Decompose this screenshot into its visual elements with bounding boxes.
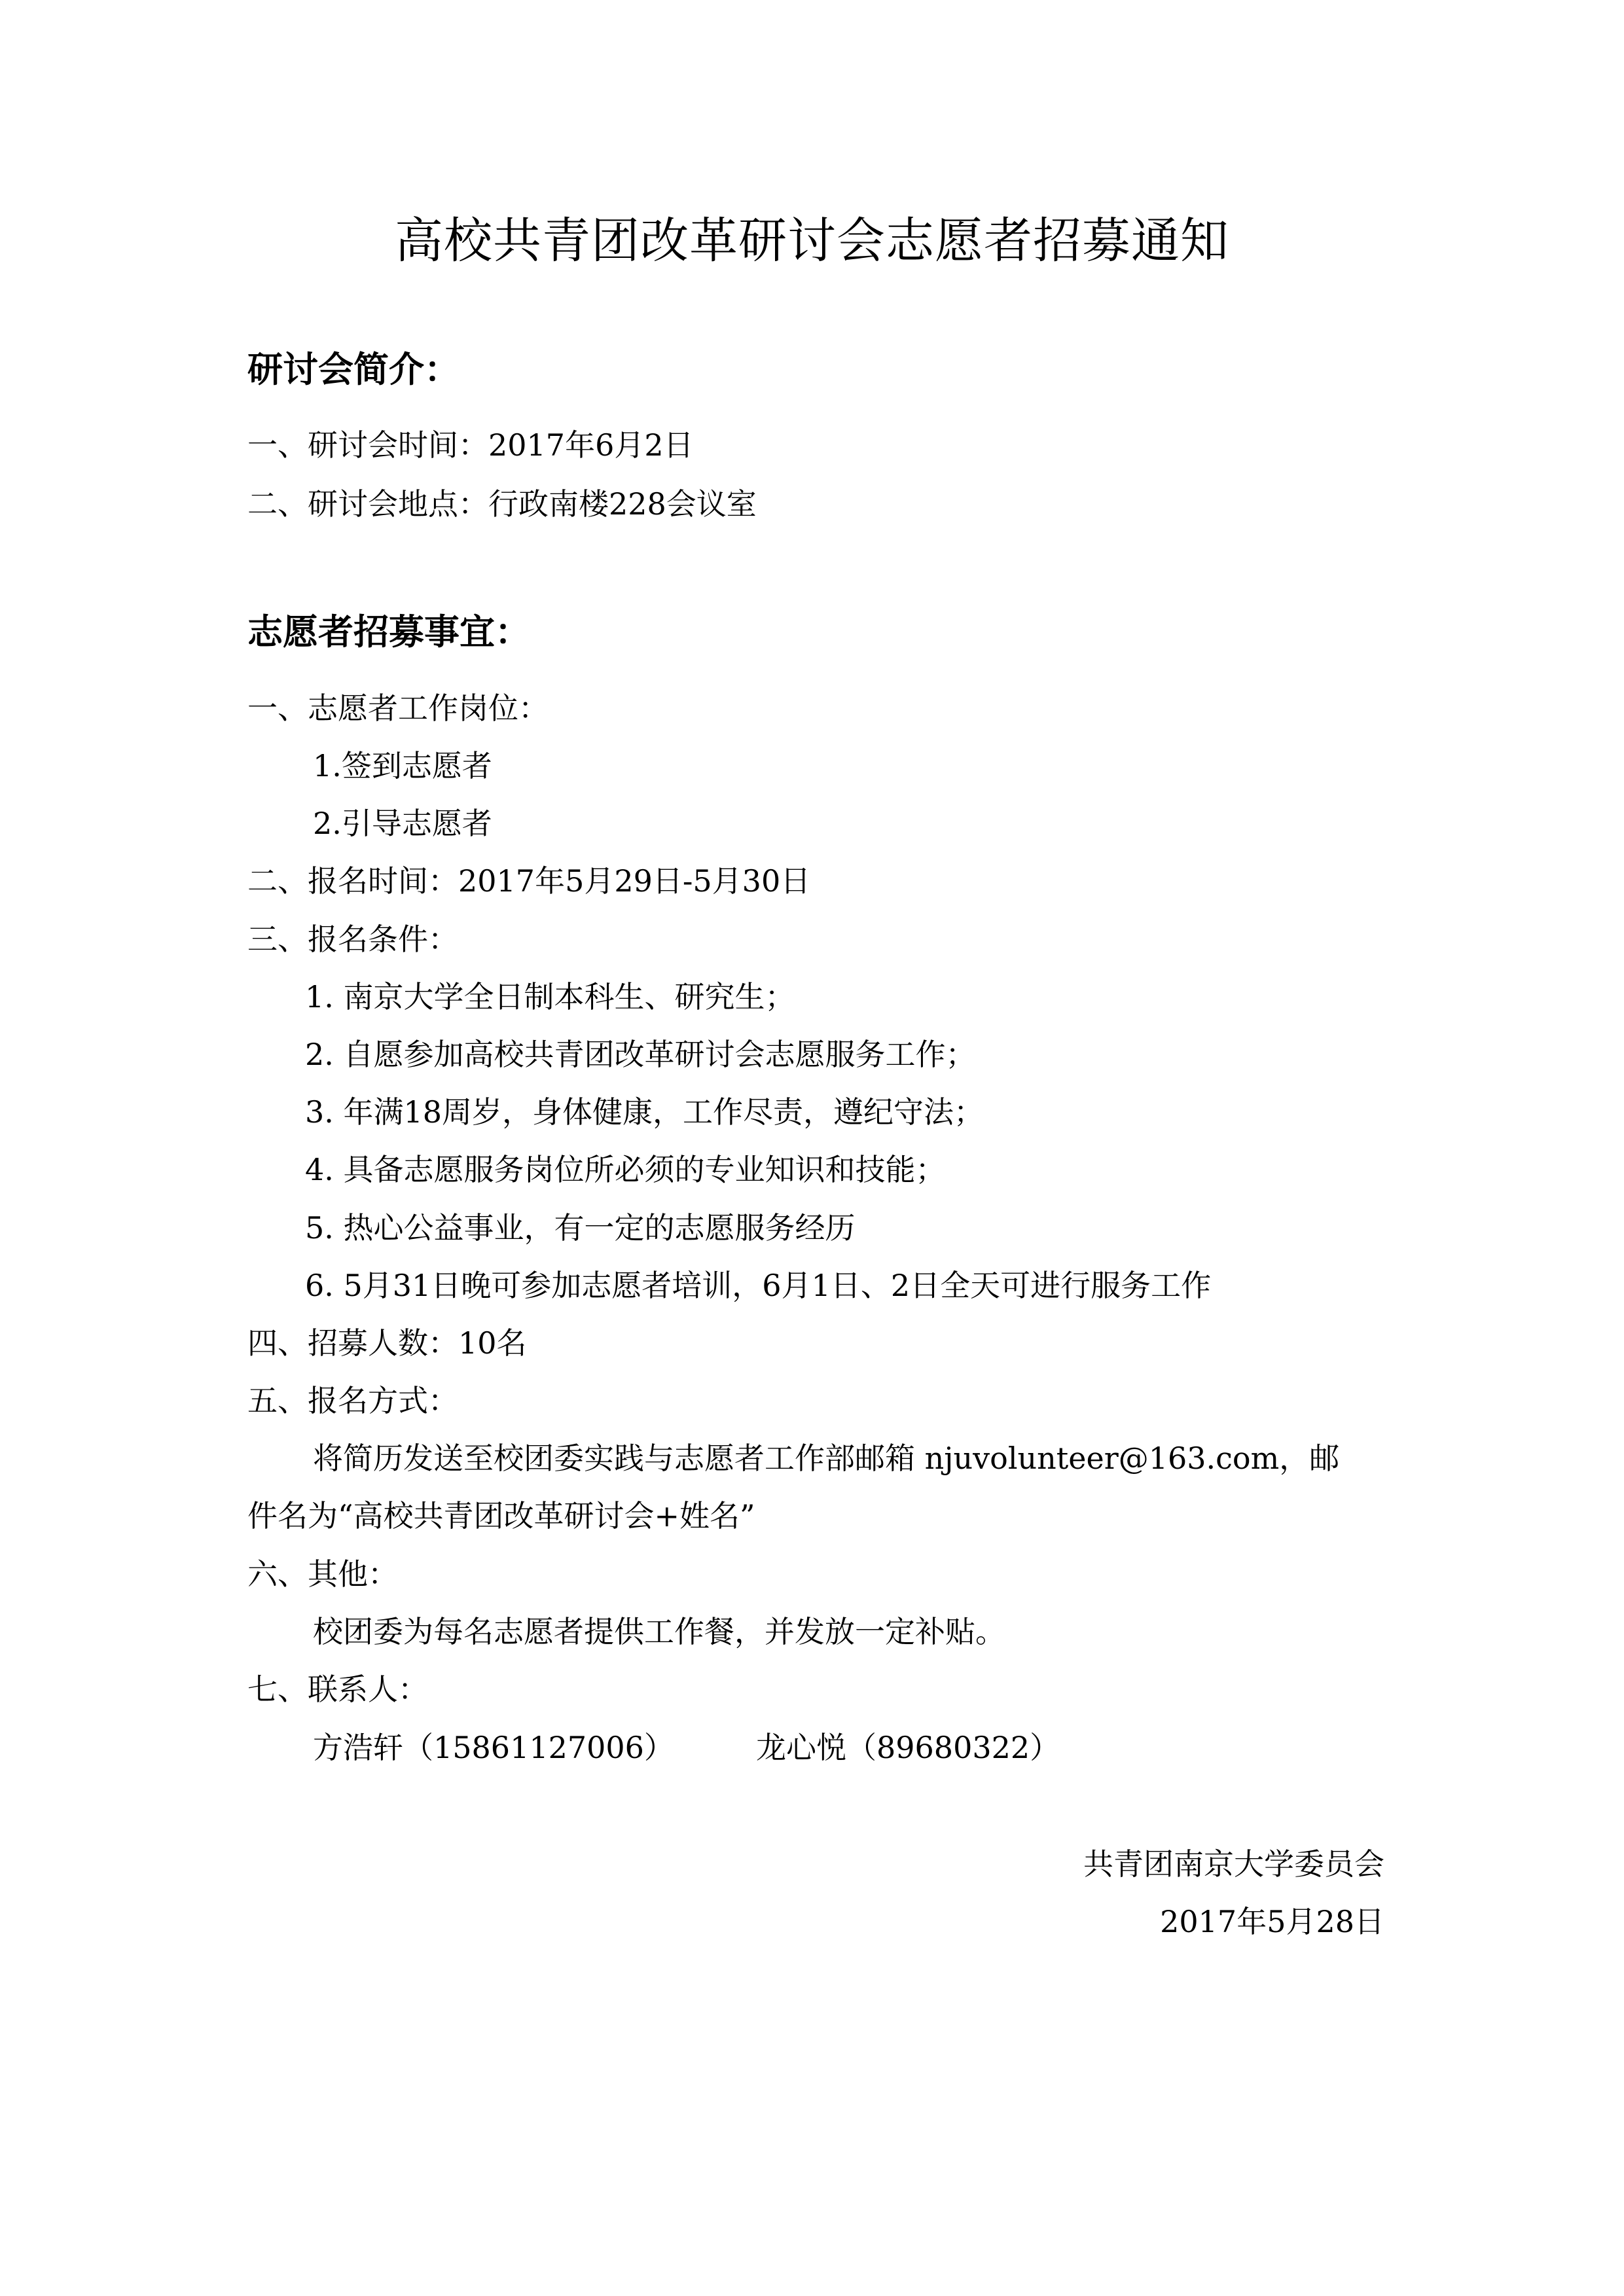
condition-item: 1. 南京大学全日制本科生、研究生；	[305, 979, 795, 1014]
section-heading-recruitment: 志愿者招募事宜：	[247, 611, 530, 653]
other-text: 校团委为每名志愿者提供工作餐，并发放一定补贴。	[313, 1614, 1005, 1649]
position-item: 2.引导志愿者	[313, 806, 492, 841]
document-title: 高校共青团改革研讨会志愿者招募通知	[395, 213, 1229, 269]
contact-person: 龙心悦（89680322）	[756, 1730, 1060, 1765]
other-label: 六、其他：	[247, 1556, 398, 1592]
contact-person: 方浩轩（15861127006）	[313, 1730, 674, 1765]
conditions-label: 三、报名条件：	[247, 922, 458, 957]
seminar-time: 一、研讨会时间：2017年6月2日	[247, 427, 694, 463]
condition-item: 4. 具备志愿服务岗位所必须的专业知识和技能；	[305, 1152, 946, 1187]
seminar-location: 二、研讨会地点：行政南楼228会议室	[247, 486, 757, 522]
method-text-continued: 件名为“高校共青团改革研讨会+姓名”	[247, 1498, 755, 1534]
method-text: 将简历发送至校团委实践与志愿者工作部邮箱 njuvolunteer@163.com，邮	[313, 1441, 1340, 1476]
condition-item: 5. 热心公益事业，有一定的志愿服务经历	[305, 1210, 856, 1246]
method-label: 五、报名方式：	[247, 1383, 458, 1418]
contact-label: 七、联系人：	[247, 1672, 428, 1707]
signature-organization: 共青团南京大学委员会	[1083, 1846, 1384, 1882]
condition-item: 2. 自愿参加高校共青团改革研讨会志愿服务工作；	[305, 1037, 976, 1072]
position-item: 1.签到志愿者	[313, 748, 492, 783]
positions-label: 一、志愿者工作岗位：	[247, 691, 549, 726]
recruit-count: 四、招募人数：10名	[247, 1325, 527, 1361]
signup-time: 二、报名时间：2017年5月29日-5月30日	[247, 863, 811, 899]
section-heading-seminar-intro: 研讨会简介：	[247, 348, 460, 390]
signature-date: 2017年5月28日	[1160, 1904, 1384, 1939]
condition-item: 6. 5月31日晚可参加志愿者培训，6月1日、2日全天可进行服务工作	[305, 1268, 1212, 1303]
condition-item: 3. 年满18周岁，身体健康，工作尽责，遵纪守法；	[305, 1094, 984, 1130]
